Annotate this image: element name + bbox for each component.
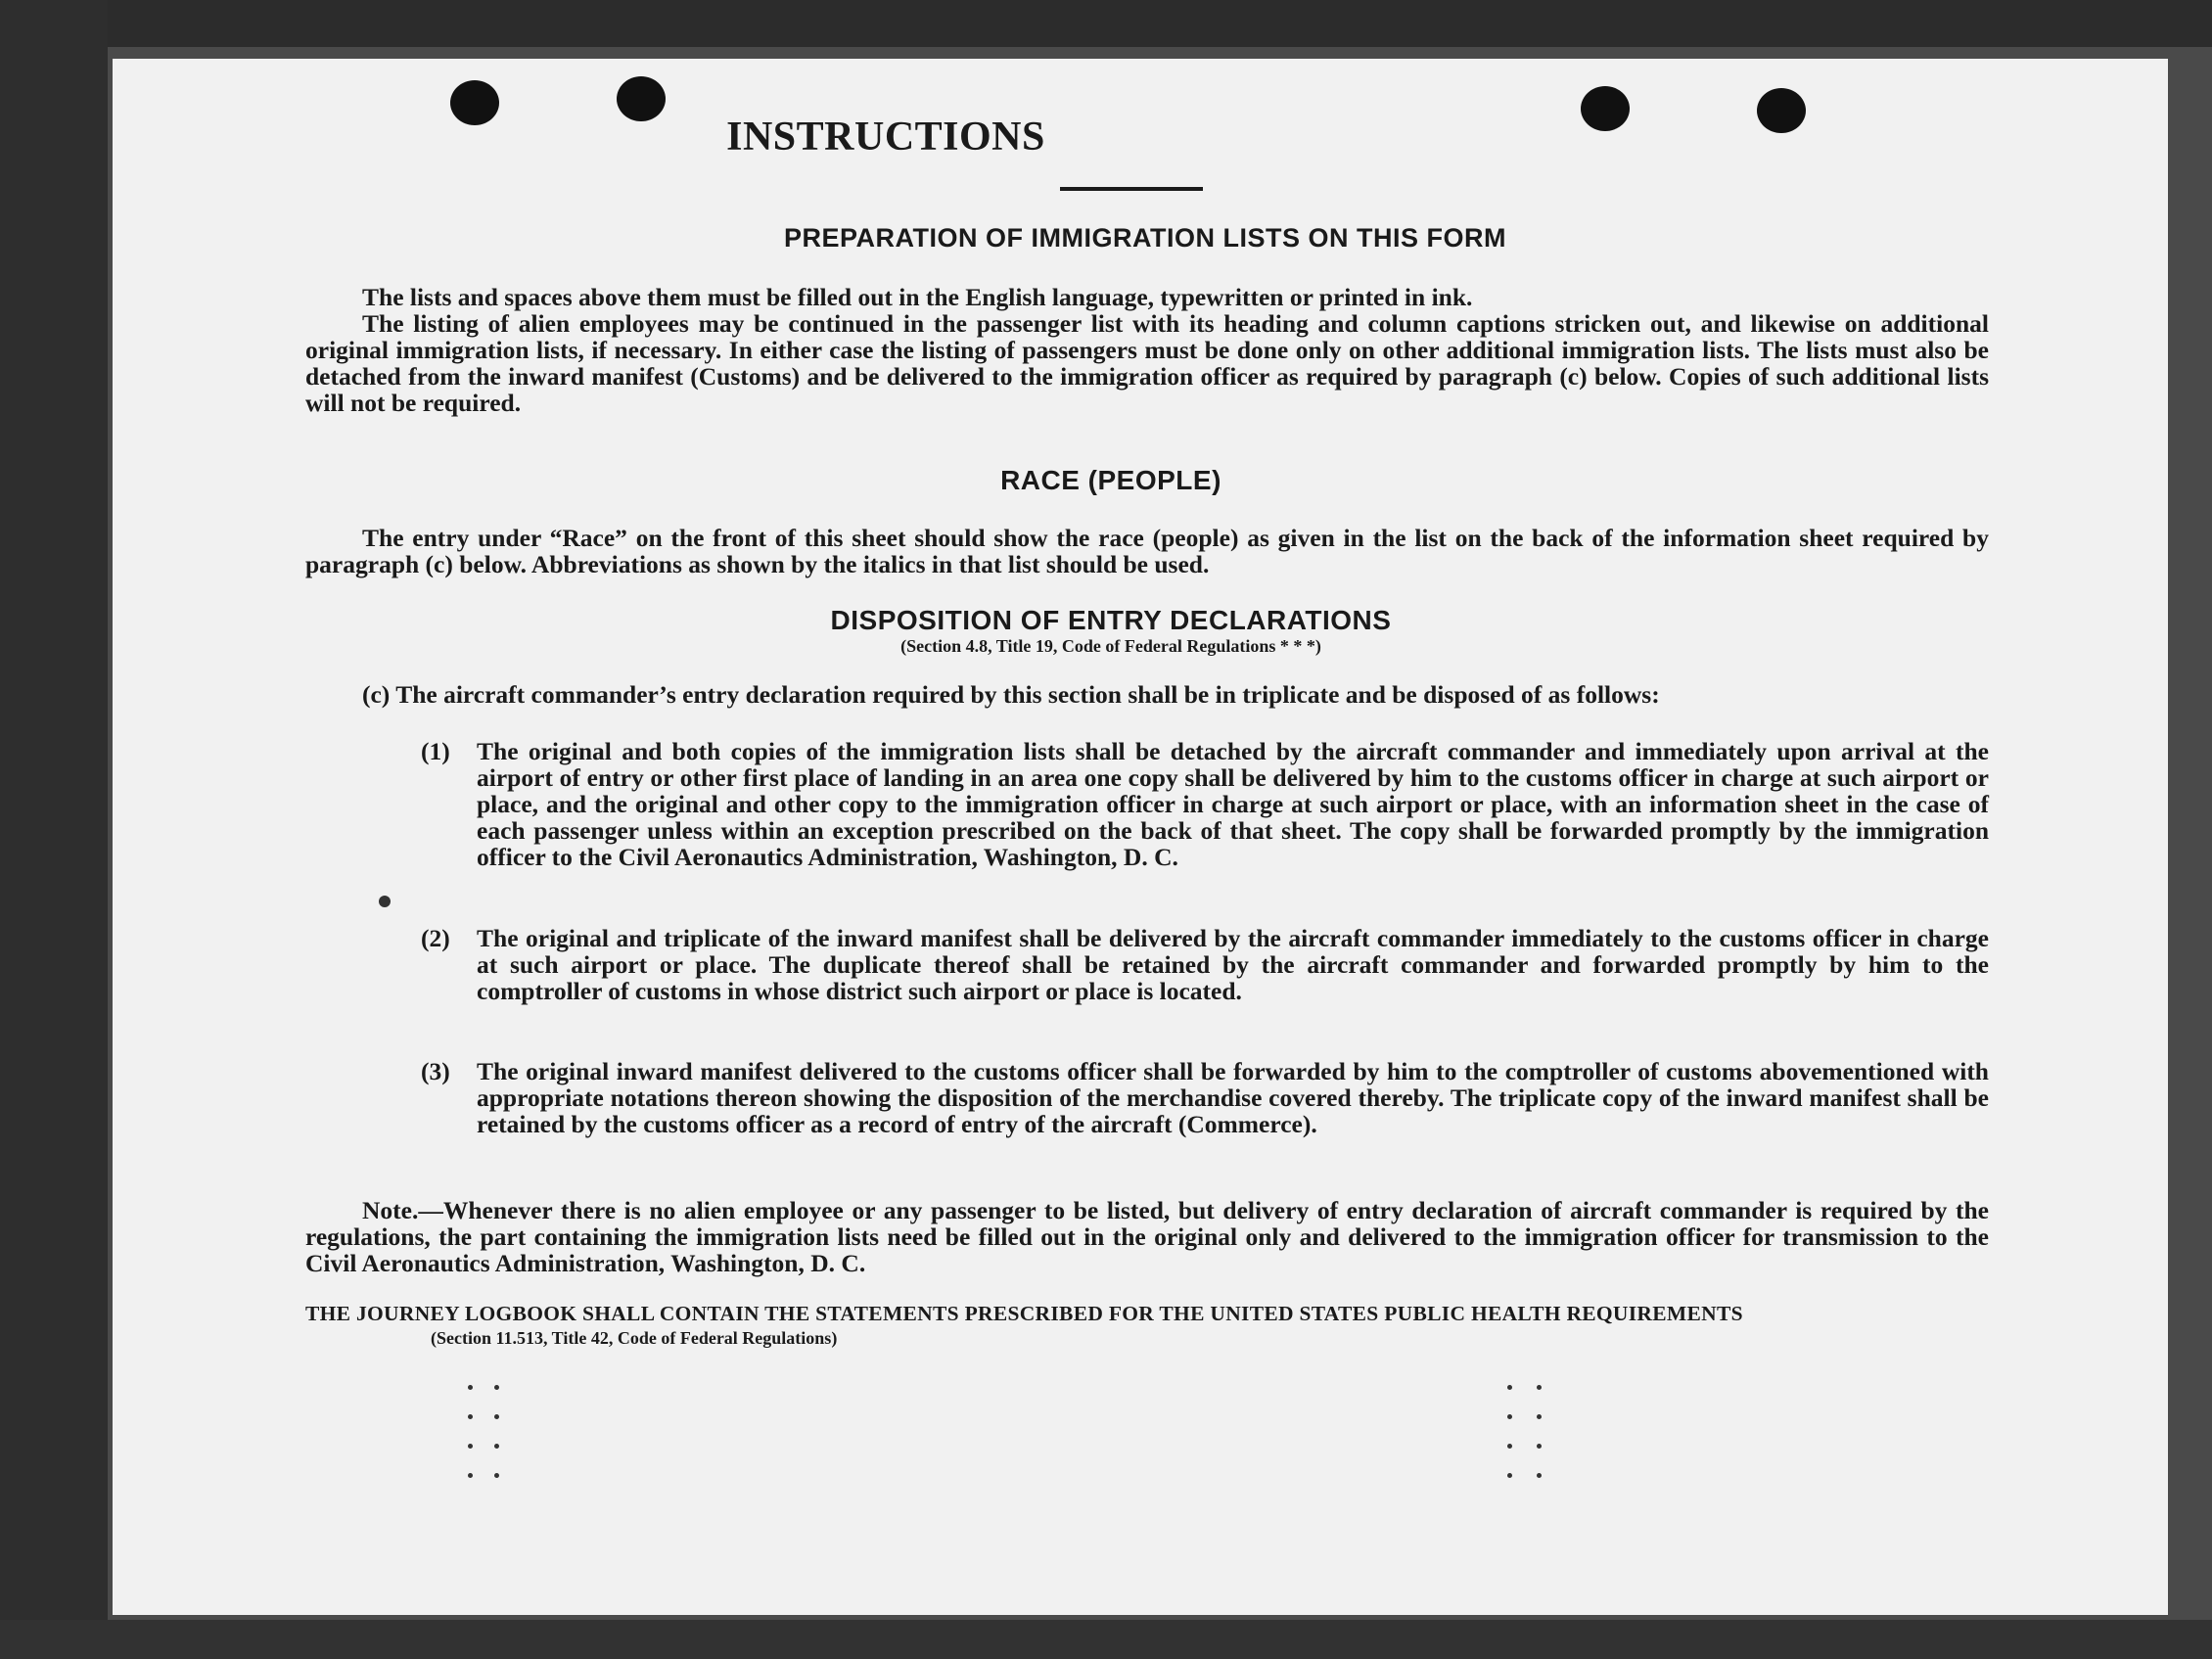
item-2-text: The original and triplicate of the inward manifest shall be delivered by the aircraft commander immediately to the customs officer in charge at such airport or place. The duplicate thereof shall be retained by the aircraft commander and forwarded promptly by him to the comptroller of customs in whose district such airport or place is located. [477,924,1989,1005]
perforation-dot [1537,1385,1542,1390]
perforation-dot [1507,1385,1512,1390]
perforation-dot [468,1385,473,1390]
item-3-number: (3) [421,1057,450,1085]
perforation-dot [379,896,391,907]
race-heading: RACE (PEOPLE) [1000,465,1221,495]
title-underline [1060,187,1203,191]
perforation-dot [1537,1473,1542,1478]
logbook-reference: (Section 11.513, Title 42, Code of Federal Regulations) [431,1328,838,1348]
perforation-dot [1507,1444,1512,1449]
perforation-dot [494,1444,499,1449]
perforation-dot [1507,1414,1512,1419]
perforation-dot [468,1444,473,1449]
disposition-reference: (Section 4.8, Title 19, Code of Federal Regulations * * *) [900,636,1321,656]
perforation-dot [494,1473,499,1478]
item-1-text: The original and both copies of the immigration lists shall be detached by the aircraft commander and immediately upon arrival at the airport of entry or other first place of landing in an area one copy shall be delivered by him to the customs officer in charge at such airport or place, and the original and other copy to the immigration officer in charge at such airport or place, with an information sheet in the case of each passenger unless within an exception prescribed on the back of that sheet. The copy shall be forwarded promptly by the immigration officer to the Civil Aeronautics Administration, Washington, D. C. [477,737,1989,871]
perforation-dot [468,1473,473,1478]
page-title: INSTRUCTIONS [726,115,1045,160]
item-3-text: The original inward manifest delivered to the customs officer shall be forwarded by him to the comptroller of customs abovementioned with appropriate notations thereon showing the disposition of the merchandise covered thereby. The triplicate copy of the inward manifest shall be retained by the customs officer as a record of entry of the aircraft (Commerce). [477,1057,1989,1138]
perforation-dot [1537,1414,1542,1419]
disposition-heading: DISPOSITION OF ENTRY DECLARATIONS [830,605,1392,635]
disposition-intro: (c) The aircraft commander’s entry declaration required by this section shall be in triplicate and be disposed of as follows: [362,680,1660,709]
logbook-statement: THE JOURNEY LOGBOOK SHALL CONTAIN THE STATEMENTS PRESCRIBED FOR THE UNITED STATES PUBLIC HEALTH REQUIREMENTS [305,1302,1743,1325]
scanner-top-border [0,0,2212,47]
preparation-heading: PREPARATION OF IMMIGRATION LISTS ON THIS FORM [784,223,1506,253]
perforation-dot [1507,1473,1512,1478]
document-page [113,59,2168,1615]
preparation-paragraph: The listing of alien employees may be continued in the passenger list with its heading and column captions stricken out, and likewise on additional original immigration lists, if necessary. In either case the listing of passengers must be done only on other additional immigration lists. The lists must also be detached from the inward manifest (Customs) and be delivered to the immigration officer as required by paragraph (c) below. Copies of such additional lists will not be required. [305,309,1989,417]
race-paragraph: The entry under “Race” on the front of this sheet should show the race (people) as given in the list on the back of the information sheet required by paragraph (c) below. Abbreviations as shown by the italics in that list should be used. [305,524,1989,578]
perforation-dot [494,1385,499,1390]
item-1-number: (1) [421,737,450,765]
scanner-left-border [0,0,108,1659]
note-paragraph: Note.—Whenever there is no alien employee or any passenger to be listed, but delivery of entry declaration of aircraft commander is required by the regulations, the part containing the immigration lists need be filled out in the original only and delivered to the immigration officer for transmission to the Civil Aeronautics Administration, Washington, D. C. [305,1196,1989,1277]
punch-hole [1757,88,1806,133]
item-2-number: (2) [421,924,450,952]
scanner-bottom-border [0,1620,2212,1659]
preparation-line-1: The lists and spaces above them must be filled out in the English language, typewritten or printed in ink. [362,283,1473,311]
perforation-dot [1537,1444,1542,1449]
perforation-dot [468,1414,473,1419]
perforation-dot [494,1414,499,1419]
